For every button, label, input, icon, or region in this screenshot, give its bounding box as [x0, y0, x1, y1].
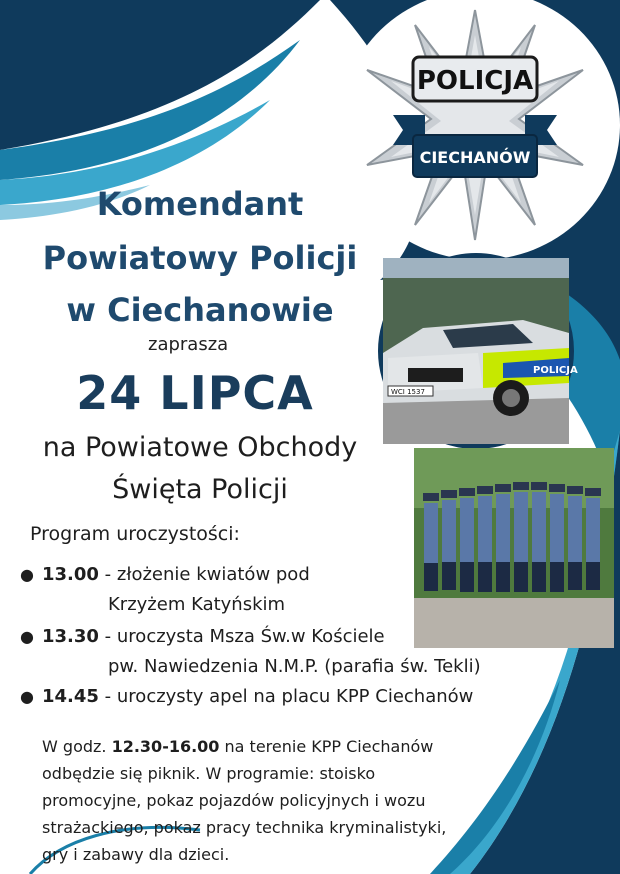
program-item-3 [20, 682, 473, 712]
program-title: Program uroczystości: [30, 523, 240, 545]
bullet-icon: ● [20, 627, 34, 646]
heading-line-2: Powiatowy Policji [42, 239, 358, 277]
program-item-1 [20, 560, 310, 590]
note-rest: na terenie KPP Ciechanów odbędzie się piknik. W programie: stoisko promocyjne, pokaz pojazdów policyjnych i wozu strażackiego, pokaz pracy technika kryminalistyki, gry i zabawy dla dzieci. [42, 737, 447, 864]
police-badge-logo [355, 5, 595, 245]
program-time: 13.30 [42, 626, 99, 647]
program-time: 14.45 [42, 686, 99, 707]
bullet-icon: ● [20, 565, 34, 584]
car-side-text: POLICJA [533, 365, 578, 376]
heading-line-3: w Ciechanowie [66, 291, 334, 329]
bullet-icon: ● [20, 687, 34, 706]
program-time: 13.00 [42, 564, 99, 585]
heading-line-1: Komendant [96, 185, 304, 223]
program-item-1-cont: Krzyżem Katyńskim [108, 594, 286, 615]
event-line-2: Święta Policji [112, 474, 288, 505]
event-date: 24 LIPCA [76, 366, 314, 420]
event-line-1: na Powiatowe Obchody [42, 432, 358, 463]
program-text: - uroczysty apel na placu KPP Ciechanów [104, 686, 474, 707]
program-item-2 [20, 622, 385, 652]
program-text: - złożenie kwiatów pod [104, 564, 310, 585]
officers-parade-photo [414, 448, 614, 648]
note-hours: 12.30-16.00 [111, 737, 220, 756]
picnic-note [42, 733, 462, 868]
badge-top-text: POLICJA [416, 66, 534, 96]
police-car-photo [378, 253, 578, 449]
car-plate: WCI 1537 [391, 388, 425, 396]
note-prefix: W godz. [42, 737, 112, 756]
program-item-2-cont: pw. Nawiedzenia N.M.P. (parafia św. Tekli) [108, 656, 481, 677]
invites-text: zaprasza [148, 334, 229, 355]
badge-bottom-text: CIECHANÓW [419, 148, 531, 167]
program-text: - uroczysta Msza Św.w Kościele [104, 626, 385, 647]
